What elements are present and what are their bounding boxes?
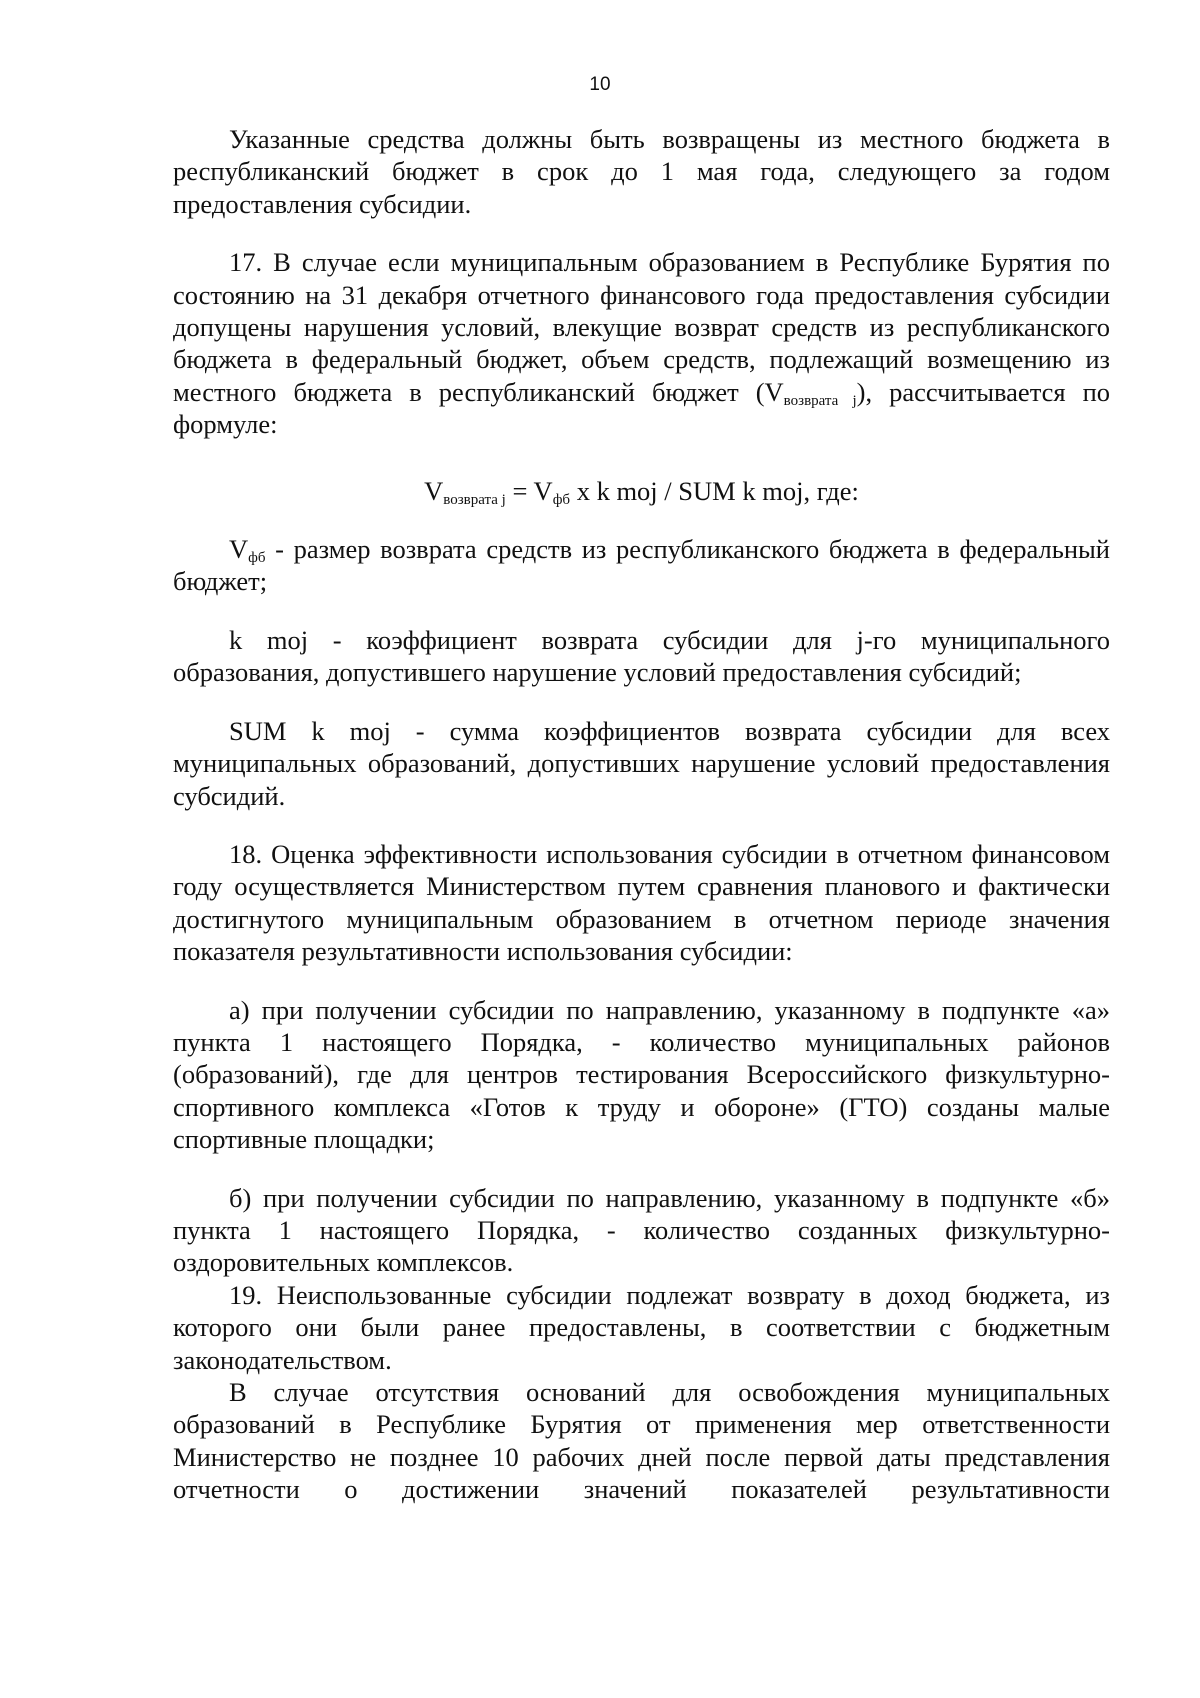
paragraph-17-subscript: возврата j (783, 392, 857, 409)
paragraph-return-deadline: Указанные средства должны быть возвращены из местного бюджета в республиканский бюджет в срок до 1 мая года, следующего за годом предоставления субсидии. (173, 124, 1110, 219)
paragraph-17-text: 17. В случае если муниципальным образованием в Республике Бурятия по состоянию на 31 декабря отчетного финансового года предоставления субсидии допущены нарушения условий, влекущие возврат средств из республиканского бюджета в федеральный бюджет, объем средств, подлежащий возмещению из местного бюджета в республиканский бюджет (V (173, 247, 1110, 407)
document-body (173, 123, 1110, 1506)
paragraph-17-tail: ), рассчитывается по формуле: (173, 376, 1110, 440)
formula (173, 475, 1110, 507)
paragraph-18-b: б) при получении субсидии по направлению, указанному в подпункте «б» пункта 1 настоящего Порядка, - количество созданных физкультурно-оздоровительных комплексов. (173, 1182, 1110, 1278)
paragraph-18-a: а) при получении субсидии по направлению, указанному в подпункте «а» пункта 1 настоящего Порядка, - количество муниципальных районов (образований), где для центров тестирования Всероссийского физкультурно-спортивного комплекса «Готов к труду и обороне» (ГТО) созданы малые спортивные площадки; (173, 994, 1110, 1155)
paragraph-19: 19. Неиспользованные субсидии подлежат возврату в доход бюджета, из которого они были ранее предоставлены, в соответствии с бюджетным законодательством. (173, 1279, 1110, 1375)
definition-k-moj: k moj - коэффициент возврата субсидии для j-го муниципального образования, допустившего нарушение условий предоставления субсидий; (173, 624, 1110, 688)
formula-subscript-fb: фб (552, 491, 571, 508)
page-number: 10 (589, 74, 611, 95)
definition-v-text: - размер возврата средств из республиканского бюджета в федеральный бюджет; (173, 534, 1110, 597)
formula-equals-v: = V (505, 475, 553, 506)
formula-tail: x k moj / SUM k moj, где: (570, 475, 859, 506)
definition-v-subscript: фб (248, 550, 266, 567)
definition-v-symbol: V (229, 534, 249, 565)
definition-v-fb (173, 533, 1110, 598)
definition-sum-k-moj: SUM k moj - сумма коэффициентов возврата субсидии для всех муниципальных образований, допустивших нарушение условий предоставления субсидий. (173, 715, 1110, 811)
paragraph-17 (173, 246, 1110, 440)
paragraph-18: 18. Оценка эффективности использования субсидии в отчетном финансовом году осуществляется Министерством путем сравнения планового и фактически достигнутого муниципальным образованием в отчетном периоде значения показателя результативности использования субсидии: (173, 838, 1110, 967)
paragraph-19-continued: В случае отсутствия оснований для освобождения муниципальных образований в Республике Бурятия от применения мер ответственности Министерство не позднее 10 рабочих дней после первой даты представления отчетности о достижении значений показателей результативности (173, 1377, 1110, 1505)
formula-subscript-return: возврата j (443, 491, 506, 508)
formula-v-return: V (424, 475, 444, 506)
